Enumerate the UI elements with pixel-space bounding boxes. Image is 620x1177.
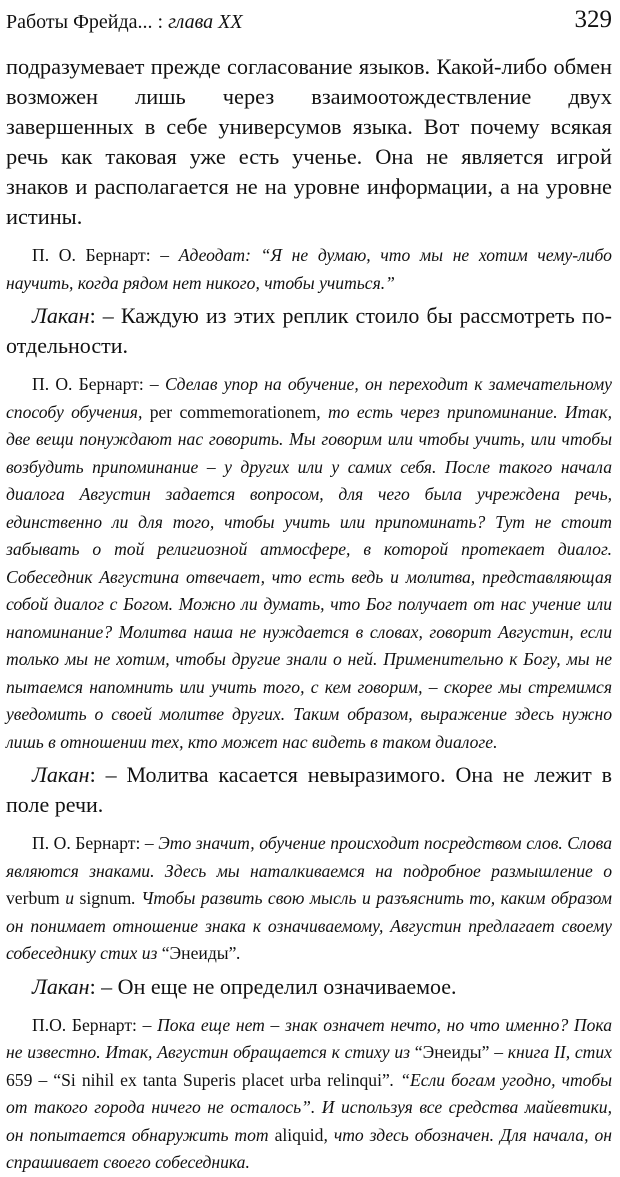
- remark-text: Сделав упор на обучение, он переходит к замечательному способу обучения,: [6, 374, 612, 422]
- latin-term: per commemorationem: [149, 401, 317, 422]
- lacan-remark-1: [6, 301, 612, 361]
- page-header: [6, 0, 612, 40]
- bernart-remark-4: [6, 1012, 612, 1177]
- remark-text: : – Каждую из этих реплик стоило бы рассмотреть по-отдельности.: [6, 303, 612, 358]
- quoted-title: “Энеиды”: [161, 943, 237, 963]
- running-title: [6, 2, 243, 42]
- remark-text: Пока еще нет – знак означет нечто, но что именно? Пока не известно. Итак, Августин обращается к стиху из: [6, 1014, 613, 1062]
- speaker-bernart: П. О. Бернарт: –: [32, 245, 179, 265]
- remark-text: . “Если богам угодно, чтобы от такого города ничего не осталось”. И используя все средства майевтики, он попытается обнаружить тот: [6, 1069, 613, 1145]
- remark-text: . Чтобы развить свою мысль и разъяснить то, каким образом он понимает отношение знака к означиваемому, Августин предлагает своему собеседнику стих из: [6, 888, 612, 963]
- lacan-remark-3: [6, 972, 612, 1002]
- verse-number: 659: [6, 1069, 33, 1090]
- running-title-text: Работы Фрейда...: [6, 11, 153, 33]
- remark-text: Адеодат: “Я не думаю, что мы не хотим чему-либо научить, когда рядом нет никого, чтобы учиться.”: [6, 245, 612, 293]
- remark-text: –: [32, 1069, 54, 1090]
- remark-text: , что здесь обозначен. Для начала, он спрашивает своего собеседника.: [6, 1124, 612, 1172]
- bernart-remark-1: [6, 242, 612, 297]
- remark-text: : – Молитва касается невыразимого. Она не лежит в поле речи.: [6, 762, 612, 817]
- book-page: [6, 0, 612, 1177]
- latin-term: aliquid: [274, 1124, 324, 1145]
- speaker-lacan: Лакан: [32, 303, 90, 328]
- speaker-bernart: П. О. Бернарт: –: [32, 833, 159, 853]
- remark-text: и: [59, 888, 80, 908]
- remark-text: .: [236, 943, 241, 963]
- chapter-label: глава XX: [168, 11, 243, 33]
- latin-quote: “Si nihil ex tanta Superis placet urba relinqui”: [53, 1069, 390, 1090]
- speaker-bernart: П.О. Бернарт: –: [32, 1014, 158, 1035]
- speaker-lacan: Лакан: [32, 762, 90, 787]
- remark-text: Это значит, обучение происходит посредством слов. Слова являются знаками. Здесь мы наталкиваемся на подробное размышление о: [6, 833, 612, 881]
- lacan-remark-2: [6, 760, 612, 820]
- remark-text: : – Он еще не определил означиваемое.: [89, 973, 457, 999]
- speaker-lacan: Лакан: [32, 973, 90, 999]
- remark-text: – книга II, стих: [489, 1042, 612, 1062]
- paragraph-continuation: подразумевает прежде согласование языков. Какой-либо обмен возможен лишь через взаимоотождествление двух завершенных в себе универсумов языка. Вот почему всякая речь как таковая уже есть ученье. Она не является игрой знаков и располагается не на уровне информации, а на уровне истины.: [6, 54, 612, 229]
- running-title-separator: :: [152, 11, 169, 33]
- page-number: 329: [574, 6, 612, 33]
- bernart-remark-3: [6, 830, 612, 968]
- latin-term: verbum: [6, 888, 60, 908]
- quoted-title: “Энеиды”: [414, 1042, 490, 1062]
- latin-term: signum: [79, 888, 132, 908]
- remark-text: , то есть через припоминание. Итак, две вещи понуждают нас говорить. Мы говорим или чтобы учить, или чтобы возбудить припоминание – у других или у самих себя. После такого начала диалога Августин задается вопросом, для чего была учреждена речь, единственно ли для того, чтобы учить или припоминать? Тут не стоит забывать о той религиозной атмосфере, в которой протекает диалог. Собеседник Августина отвечает, что есть ведь и молитва, представляющая собой диалог с Богом. Можно ли думать, что Бог получает от нас учение или напоминание? Молитва наша не нуждается в словах, говорит Августин, если только мы не хотим, чтобы другие знали о ней. Применительно к Богу, мы не пытаемся напомнить или учить того, с кем говорим, – скорее мы стремимся уведомить о своей молитве других. Таким образом, выражение здесь нужно лишь в отношении тех, кто может нас видеть в таком диалоге.: [6, 401, 612, 752]
- speaker-bernart: П. О. Бернарт: –: [32, 374, 165, 394]
- bernart-remark-2: [6, 371, 612, 756]
